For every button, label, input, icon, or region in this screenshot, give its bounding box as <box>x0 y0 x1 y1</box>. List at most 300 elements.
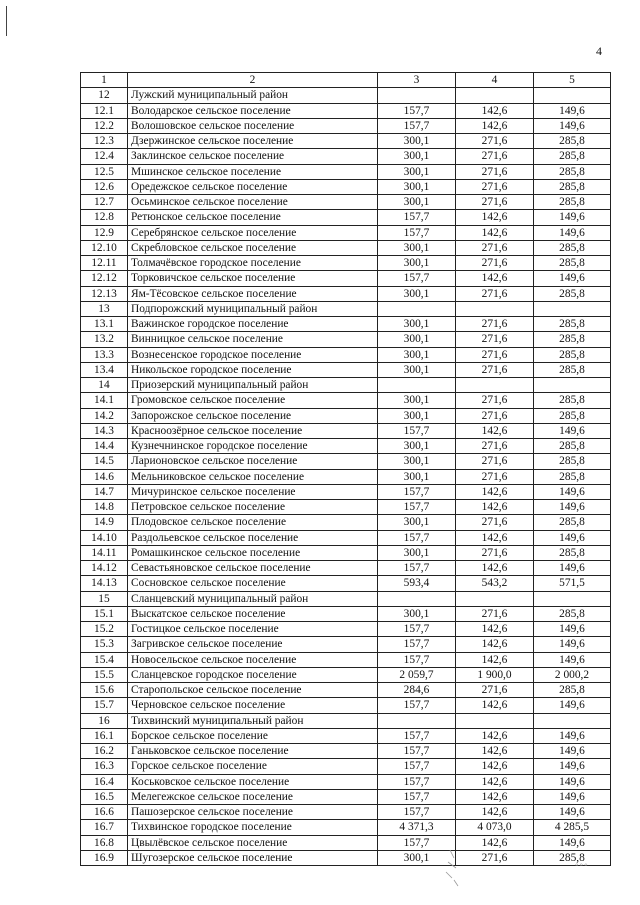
row-number: 12.12 <box>81 271 128 286</box>
settlement-name: Пашозерское сельское поселение <box>128 805 378 820</box>
settlement-name: Гостицкое сельское поселение <box>128 622 378 637</box>
table-row <box>81 561 611 576</box>
settlement-name: Кузнечнинское городское поселение <box>128 439 378 454</box>
table-row <box>81 103 611 118</box>
settlement-name: Новосельское сельское поселение <box>128 652 378 667</box>
table-row <box>81 545 611 560</box>
settlement-name: Черновское сельское поселение <box>128 698 378 713</box>
row-number: 16 <box>81 713 128 728</box>
value-col5: 285,8 <box>534 240 611 255</box>
settlement-name: Вознесенское городское поселение <box>128 347 378 362</box>
table-row <box>81 240 611 255</box>
value-col4: 271,6 <box>456 164 534 179</box>
row-number: 12.3 <box>81 134 128 149</box>
table-row <box>81 698 611 713</box>
value-col4 <box>456 591 534 606</box>
row-number: 14.7 <box>81 484 128 499</box>
value-col3: 157,7 <box>378 500 456 515</box>
value-col3: 157,7 <box>378 728 456 743</box>
table-row <box>81 530 611 545</box>
table-row <box>81 850 611 865</box>
table-row <box>81 515 611 530</box>
table-row <box>81 149 611 164</box>
settlement-name: Торковичское сельское поселение <box>128 271 378 286</box>
value-col3: 300,1 <box>378 850 456 865</box>
settlement-name: Ям-Тёсовское сельское поселение <box>128 286 378 301</box>
value-col5: 149,6 <box>534 423 611 438</box>
value-col3: 593,4 <box>378 576 456 591</box>
row-number: 12.9 <box>81 225 128 240</box>
value-col4: 271,6 <box>456 317 534 332</box>
value-col3: 284,6 <box>378 683 456 698</box>
settlement-name: Старопольское сельское поселение <box>128 683 378 698</box>
table-row <box>81 378 611 393</box>
row-number: 13.1 <box>81 317 128 332</box>
value-col4: 142,6 <box>456 500 534 515</box>
table-row <box>81 591 611 606</box>
value-col3: 157,7 <box>378 530 456 545</box>
value-col4: 142,6 <box>456 561 534 576</box>
row-number: 12.11 <box>81 256 128 271</box>
value-col5: 285,8 <box>534 149 611 164</box>
settlement-name: Петровское сельское поселение <box>128 500 378 515</box>
value-col4: 271,6 <box>456 256 534 271</box>
value-col5: 285,8 <box>534 256 611 271</box>
settlement-name: Шугозерское сельское поселение <box>128 850 378 865</box>
table-row <box>81 225 611 240</box>
table-row <box>81 454 611 469</box>
value-col5: 285,8 <box>534 454 611 469</box>
settlement-name: Цвылёвское сельское поселение <box>128 835 378 850</box>
row-number: 14.6 <box>81 469 128 484</box>
value-col5: 285,8 <box>534 286 611 301</box>
table-row <box>81 210 611 225</box>
settlement-name: Красноозёрное сельское поселение <box>128 423 378 438</box>
table-row <box>81 286 611 301</box>
value-col4: 142,6 <box>456 805 534 820</box>
settlement-name: Ромашкинское сельское поселение <box>128 545 378 560</box>
value-col3: 300,1 <box>378 362 456 377</box>
value-col4: 271,6 <box>456 195 534 210</box>
row-number: 13.2 <box>81 332 128 347</box>
value-col5: 149,6 <box>534 103 611 118</box>
value-col4: 4 073,0 <box>456 820 534 835</box>
value-col5: 285,8 <box>534 683 611 698</box>
value-col3 <box>378 88 456 103</box>
settlement-name: Заклинское сельское поселение <box>128 149 378 164</box>
value-col5: 149,6 <box>534 728 611 743</box>
value-col5: 285,8 <box>534 515 611 530</box>
value-col4 <box>456 378 534 393</box>
value-col4: 271,6 <box>456 332 534 347</box>
row-number: 14.9 <box>81 515 128 530</box>
value-col3: 157,7 <box>378 118 456 133</box>
value-col4: 142,6 <box>456 759 534 774</box>
value-col5: 149,6 <box>534 698 611 713</box>
column-number-row <box>81 73 611 88</box>
table-row <box>81 805 611 820</box>
row-number: 14.12 <box>81 561 128 576</box>
value-col4: 142,6 <box>456 271 534 286</box>
column-header: 1 <box>81 73 128 88</box>
value-col4: 271,6 <box>456 606 534 621</box>
row-number: 15.7 <box>81 698 128 713</box>
settlement-name: Мичуринское сельское поселение <box>128 484 378 499</box>
value-col5: 149,6 <box>534 530 611 545</box>
value-col3: 300,1 <box>378 347 456 362</box>
value-col4: 142,6 <box>456 744 534 759</box>
value-col3: 300,1 <box>378 286 456 301</box>
row-number: 14.3 <box>81 423 128 438</box>
page-number: 4 <box>596 44 602 58</box>
value-col3: 300,1 <box>378 439 456 454</box>
table-row <box>81 317 611 332</box>
value-col5: 285,8 <box>534 195 611 210</box>
value-col4: 142,6 <box>456 423 534 438</box>
settlement-name: Коськовское сельское поселение <box>128 774 378 789</box>
value-col4: 142,6 <box>456 484 534 499</box>
value-col4: 1 900,0 <box>456 667 534 682</box>
value-col4: 271,6 <box>456 454 534 469</box>
table-row <box>81 439 611 454</box>
value-col4 <box>456 301 534 316</box>
value-col5: 149,6 <box>534 835 611 850</box>
table-row <box>81 835 611 850</box>
table-row <box>81 134 611 149</box>
value-col3: 157,7 <box>378 103 456 118</box>
table-row <box>81 728 611 743</box>
value-col3: 157,7 <box>378 484 456 499</box>
settlement-name: Оредежское сельское поселение <box>128 179 378 194</box>
value-col4 <box>456 88 534 103</box>
value-col5: 149,6 <box>534 744 611 759</box>
value-col4: 271,6 <box>456 179 534 194</box>
value-col3: 300,1 <box>378 454 456 469</box>
table-row <box>81 271 611 286</box>
value-col3: 157,7 <box>378 652 456 667</box>
value-col5: 285,8 <box>534 317 611 332</box>
value-col4: 142,6 <box>456 789 534 804</box>
settlement-name: Громовское сельское поселение <box>128 393 378 408</box>
value-col3: 157,7 <box>378 561 456 576</box>
settlement-name: Важинское городское поселение <box>128 317 378 332</box>
value-col5: 285,8 <box>534 347 611 362</box>
row-number: 12.4 <box>81 149 128 164</box>
table-row <box>81 683 611 698</box>
value-col5: 149,6 <box>534 118 611 133</box>
value-col5: 571,5 <box>534 576 611 591</box>
settlement-name: Волошовское сельское поселение <box>128 118 378 133</box>
settlement-name: Выскатское сельское поселение <box>128 606 378 621</box>
value-col4: 271,6 <box>456 286 534 301</box>
value-col4: 142,6 <box>456 622 534 637</box>
settlement-name: Серебрянское сельское поселение <box>128 225 378 240</box>
value-col3: 300,1 <box>378 149 456 164</box>
settlement-name: Володарское сельское поселение <box>128 103 378 118</box>
settlement-name: Тихвинское городское поселение <box>128 820 378 835</box>
settlement-name: Осьминское сельское поселение <box>128 195 378 210</box>
settlement-name: Ганьковское сельское поселение <box>128 744 378 759</box>
table-row <box>81 179 611 194</box>
value-col5 <box>534 591 611 606</box>
table-row <box>81 423 611 438</box>
table-row <box>81 500 611 515</box>
table-row <box>81 789 611 804</box>
value-col5: 285,8 <box>534 134 611 149</box>
value-col5: 285,8 <box>534 606 611 621</box>
value-col5: 4 285,5 <box>534 820 611 835</box>
value-col3: 300,1 <box>378 256 456 271</box>
table-row <box>81 622 611 637</box>
row-number: 14.2 <box>81 408 128 423</box>
value-col4: 271,6 <box>456 347 534 362</box>
value-col5: 149,6 <box>534 805 611 820</box>
table-row <box>81 652 611 667</box>
settlement-name: Загривское сельское поселение <box>128 637 378 652</box>
value-col5 <box>534 301 611 316</box>
column-header: 3 <box>378 73 456 88</box>
settlement-name: Ретюнское сельское поселение <box>128 210 378 225</box>
value-col5: 285,8 <box>534 164 611 179</box>
settlement-name: Приозерский муниципальный район <box>128 378 378 393</box>
settlement-name: Севастьяновское сельское поселение <box>128 561 378 576</box>
row-number: 16.8 <box>81 835 128 850</box>
value-col4: 271,6 <box>456 850 534 865</box>
value-col3 <box>378 591 456 606</box>
row-number: 15.5 <box>81 667 128 682</box>
row-number: 12.5 <box>81 164 128 179</box>
value-col3: 157,7 <box>378 210 456 225</box>
row-number: 12.10 <box>81 240 128 255</box>
table-row <box>81 576 611 591</box>
value-col4: 271,6 <box>456 683 534 698</box>
settlement-name: Толмачёвское городское поселение <box>128 256 378 271</box>
row-number: 14.1 <box>81 393 128 408</box>
settlement-name: Подпорожский муниципальный район <box>128 301 378 316</box>
value-col3: 157,7 <box>378 271 456 286</box>
row-number: 14.5 <box>81 454 128 469</box>
table-row <box>81 408 611 423</box>
row-number: 15.1 <box>81 606 128 621</box>
table-row <box>81 393 611 408</box>
value-col3: 157,7 <box>378 835 456 850</box>
value-col4 <box>456 713 534 728</box>
value-col3: 300,1 <box>378 179 456 194</box>
value-col3 <box>378 713 456 728</box>
value-col5: 285,8 <box>534 469 611 484</box>
value-col3: 300,1 <box>378 332 456 347</box>
table-row <box>81 667 611 682</box>
settlement-name: Мшинское сельское поселение <box>128 164 378 179</box>
row-number: 15.2 <box>81 622 128 637</box>
value-col5: 149,6 <box>534 561 611 576</box>
settlement-name: Лужский муниципальный район <box>128 88 378 103</box>
value-col5: 285,8 <box>534 439 611 454</box>
value-col3: 157,7 <box>378 225 456 240</box>
column-header: 5 <box>534 73 611 88</box>
value-col4: 271,6 <box>456 393 534 408</box>
value-col3: 300,1 <box>378 195 456 210</box>
table-row <box>81 484 611 499</box>
value-col5: 285,8 <box>534 850 611 865</box>
table-row <box>81 469 611 484</box>
row-number: 14.11 <box>81 545 128 560</box>
value-col3: 157,7 <box>378 744 456 759</box>
value-col5: 149,6 <box>534 789 611 804</box>
row-number: 12.6 <box>81 179 128 194</box>
table-row <box>81 820 611 835</box>
value-col4: 142,6 <box>456 728 534 743</box>
value-col5: 285,8 <box>534 393 611 408</box>
value-col4: 142,6 <box>456 774 534 789</box>
row-number: 15.4 <box>81 652 128 667</box>
value-col3: 300,1 <box>378 545 456 560</box>
value-col5: 149,6 <box>534 774 611 789</box>
stamp-marks: ◦◦◦ <box>575 860 589 871</box>
settlement-name: Плодовское сельское поселение <box>128 515 378 530</box>
value-col5: 285,8 <box>534 332 611 347</box>
value-col3: 300,1 <box>378 240 456 255</box>
table-row <box>81 744 611 759</box>
value-col4: 271,6 <box>456 362 534 377</box>
value-col3: 300,1 <box>378 317 456 332</box>
value-col4: 142,6 <box>456 103 534 118</box>
value-col3 <box>378 301 456 316</box>
value-col5: 149,6 <box>534 484 611 499</box>
value-col4: 142,6 <box>456 637 534 652</box>
value-col4: 271,6 <box>456 149 534 164</box>
settlement-name: Сланцевский муниципальный район <box>128 591 378 606</box>
value-col4: 271,6 <box>456 408 534 423</box>
value-col5 <box>534 713 611 728</box>
value-col4: 142,6 <box>456 210 534 225</box>
table-row <box>81 164 611 179</box>
value-col4: 142,6 <box>456 652 534 667</box>
settlement-name: Запорожское сельское поселение <box>128 408 378 423</box>
settlement-name: Раздольевское сельское поселение <box>128 530 378 545</box>
row-number: 13.3 <box>81 347 128 362</box>
value-col3: 2 059,7 <box>378 667 456 682</box>
row-number: 14 <box>81 378 128 393</box>
table-row <box>81 301 611 316</box>
row-number: 15 <box>81 591 128 606</box>
row-number: 16.6 <box>81 805 128 820</box>
value-col5: 285,8 <box>534 179 611 194</box>
value-col5: 149,6 <box>534 271 611 286</box>
value-col3: 300,1 <box>378 469 456 484</box>
value-col3: 157,7 <box>378 774 456 789</box>
row-number: 16.9 <box>81 850 128 865</box>
row-number: 15.3 <box>81 637 128 652</box>
table-row <box>81 606 611 621</box>
table-row <box>81 332 611 347</box>
settlement-name: Борское сельское поселение <box>128 728 378 743</box>
value-col3: 300,1 <box>378 134 456 149</box>
settlement-name: Сосновское сельское поселение <box>128 576 378 591</box>
table-row <box>81 347 611 362</box>
table-row <box>81 362 611 377</box>
value-col4: 271,6 <box>456 439 534 454</box>
value-col3: 300,1 <box>378 408 456 423</box>
value-col3: 300,1 <box>378 164 456 179</box>
value-col3: 157,7 <box>378 698 456 713</box>
row-number: 14.13 <box>81 576 128 591</box>
row-number: 16.4 <box>81 774 128 789</box>
settlement-name: Ларионовское сельское поселение <box>128 454 378 469</box>
value-col3 <box>378 378 456 393</box>
value-col3: 300,1 <box>378 393 456 408</box>
row-number: 12.7 <box>81 195 128 210</box>
value-col3: 157,7 <box>378 805 456 820</box>
value-col3: 4 371,3 <box>378 820 456 835</box>
value-col3: 300,1 <box>378 515 456 530</box>
row-number: 12.1 <box>81 103 128 118</box>
settlement-name: Тихвинский муниципальный район <box>128 713 378 728</box>
value-col4: 142,6 <box>456 118 534 133</box>
settlement-name: Мельниковское сельское поселение <box>128 469 378 484</box>
table-row <box>81 88 611 103</box>
value-col5: 149,6 <box>534 652 611 667</box>
settlement-name: Дзержинское сельское поселение <box>128 134 378 149</box>
row-number: 14.10 <box>81 530 128 545</box>
allocation-table <box>80 72 611 866</box>
row-number: 13.4 <box>81 362 128 377</box>
row-number: 14.4 <box>81 439 128 454</box>
row-number: 12.8 <box>81 210 128 225</box>
value-col5: 149,6 <box>534 500 611 515</box>
row-number: 14.8 <box>81 500 128 515</box>
settlement-name: Сланцевское городское поселение <box>128 667 378 682</box>
value-col4: 543,2 <box>456 576 534 591</box>
value-col5: 285,8 <box>534 545 611 560</box>
value-col5: 2 000,2 <box>534 667 611 682</box>
row-number: 16.3 <box>81 759 128 774</box>
row-number: 16.1 <box>81 728 128 743</box>
value-col5 <box>534 88 611 103</box>
value-col5 <box>534 378 611 393</box>
row-number: 16.5 <box>81 789 128 804</box>
value-col4: 271,6 <box>456 515 534 530</box>
value-col4: 142,6 <box>456 530 534 545</box>
value-col5: 149,6 <box>534 622 611 637</box>
row-number: 16.7 <box>81 820 128 835</box>
value-col4: 271,6 <box>456 469 534 484</box>
settlement-name: Мелегежское сельское поселение <box>128 789 378 804</box>
value-col5: 149,6 <box>534 225 611 240</box>
settlement-name: Винницкое сельское поселение <box>128 332 378 347</box>
table-row <box>81 713 611 728</box>
row-number: 16.2 <box>81 744 128 759</box>
table-row <box>81 118 611 133</box>
value-col3: 157,7 <box>378 622 456 637</box>
row-number: 12.13 <box>81 286 128 301</box>
value-col3: 157,7 <box>378 423 456 438</box>
settlement-name: Горское сельское поселение <box>128 759 378 774</box>
value-col4: 271,6 <box>456 240 534 255</box>
table-row <box>81 759 611 774</box>
column-header: 4 <box>456 73 534 88</box>
row-number: 13 <box>81 301 128 316</box>
value-col5: 285,8 <box>534 362 611 377</box>
settlement-name: Никольское городское поселение <box>128 362 378 377</box>
binding-mark <box>6 6 7 36</box>
settlement-name: Скребловское сельское поселение <box>128 240 378 255</box>
value-col4: 271,6 <box>456 134 534 149</box>
row-number: 12.2 <box>81 118 128 133</box>
table-row <box>81 774 611 789</box>
value-col3: 157,7 <box>378 789 456 804</box>
value-col5: 149,6 <box>534 210 611 225</box>
